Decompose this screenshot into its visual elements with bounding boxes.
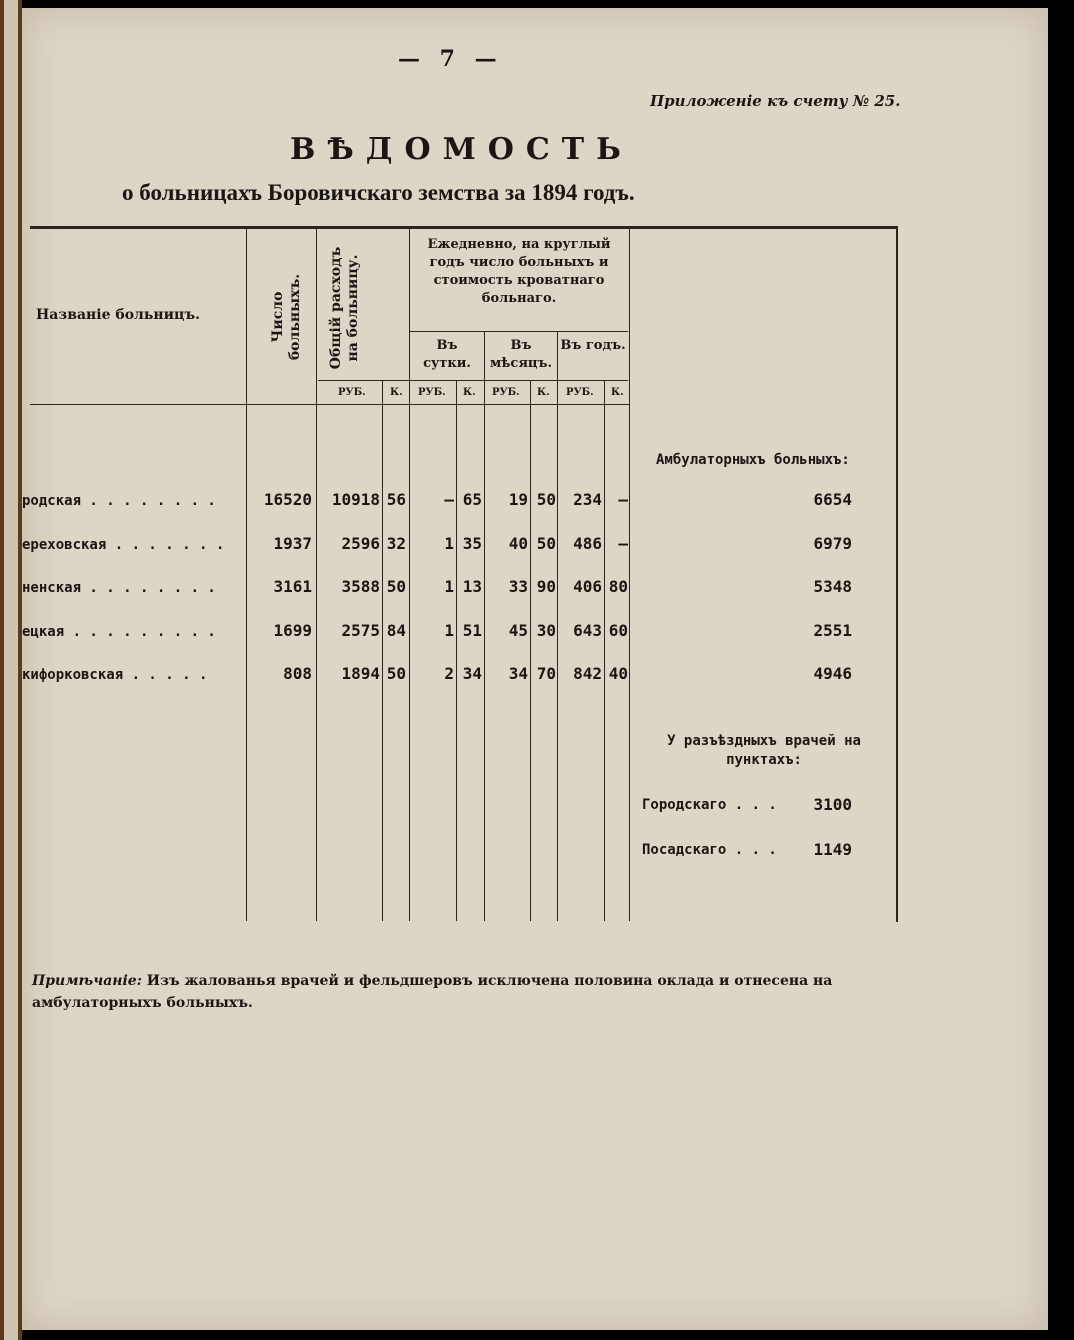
page-title: ВѢДОМОСТЬ bbox=[290, 132, 633, 167]
unit-kop: К. bbox=[390, 387, 403, 398]
row-cell-yr-k: 80 bbox=[608, 577, 628, 596]
row-cell-amb: 6654 bbox=[813, 490, 852, 509]
row-cell-mon-k: 70 bbox=[536, 664, 556, 683]
row-cell-mon-r: 19 bbox=[508, 490, 528, 509]
row-cell-patients: 16520 bbox=[263, 490, 312, 509]
row-cell-exp-k: 50 bbox=[386, 577, 406, 596]
units-top-rule bbox=[318, 380, 628, 381]
row-cell-day-r: 1 bbox=[444, 533, 454, 553]
row-cell-exp-k: 50 bbox=[386, 664, 406, 683]
row-cell-exp-r: 2596 bbox=[341, 533, 380, 553]
row-cell-patients: 3161 bbox=[273, 577, 312, 596]
row-cell-amb: 5348 bbox=[813, 577, 852, 596]
travelling-item-name: Городскаго . . . bbox=[642, 797, 777, 813]
col-divider bbox=[604, 380, 605, 921]
unit-rub: РУБ. bbox=[418, 387, 446, 398]
row-cell-day-k: 35 bbox=[462, 533, 482, 553]
header-bottom-rule bbox=[30, 404, 630, 405]
table-top-rule bbox=[30, 226, 896, 229]
row-hospital-name: кифорковская . . . . . bbox=[22, 667, 208, 683]
page-number: — 7 — bbox=[398, 46, 503, 72]
row-cell-mon-k: 50 bbox=[536, 533, 556, 553]
unit-rub: РУБ. bbox=[338, 387, 366, 398]
header-name: Названіе больницъ. bbox=[36, 307, 201, 323]
header-total-expense: Общій расходъ на больницу. bbox=[328, 246, 361, 370]
unit-rub: РУБ. bbox=[566, 387, 594, 398]
row-cell-exp-k: 56 bbox=[386, 490, 406, 509]
row-cell-yr-r: 643 bbox=[573, 620, 602, 640]
header-patients: Число больныхъ. bbox=[270, 273, 303, 361]
table-right-border bbox=[896, 226, 898, 922]
unit-kop: К. bbox=[463, 387, 476, 398]
row-cell-patients: 1937 bbox=[273, 533, 312, 553]
appendix-label: Приложеніе къ счету № 25. bbox=[650, 92, 901, 110]
unit-rub: РУБ. bbox=[492, 387, 520, 398]
row-cell-yr-k: 40 bbox=[608, 664, 628, 683]
col-divider bbox=[382, 380, 383, 921]
row-cell-yr-k: — bbox=[618, 533, 628, 553]
row-cell-yr-r: 234 bbox=[573, 490, 602, 509]
row-cell-exp-r: 10918 bbox=[331, 490, 380, 509]
col-divider bbox=[557, 331, 558, 921]
row-cell-yr-r: 842 bbox=[573, 664, 602, 683]
page-subtitle: о больницахъ Боровичскаго земства за 1894 годъ. bbox=[122, 180, 635, 205]
row-cell-day-k: 51 bbox=[462, 620, 482, 640]
travelling-item-value: 3100 bbox=[813, 795, 852, 814]
row-cell-yr-r: 486 bbox=[573, 533, 602, 553]
travelling-item-value: 1149 bbox=[813, 840, 852, 859]
travelling-item-name: Посадскаго . . . bbox=[642, 842, 777, 858]
daily-header-rule bbox=[410, 331, 628, 332]
row-cell-patients: 1699 bbox=[273, 620, 312, 640]
row-cell-mon-r: 34 bbox=[508, 664, 528, 683]
row-cell-yr-k: 60 bbox=[608, 620, 628, 640]
footnote-label: Примѣчаніе: bbox=[32, 973, 142, 989]
row-cell-day-r: 1 bbox=[444, 620, 454, 640]
row-hospital-name: ненская . . . . . . . . bbox=[22, 580, 216, 596]
row-cell-mon-r: 33 bbox=[508, 577, 528, 596]
row-cell-yr-r: 406 bbox=[573, 577, 602, 596]
row-cell-mon-r: 45 bbox=[508, 620, 528, 640]
row-cell-amb: 2551 bbox=[813, 620, 852, 640]
unit-kop: К. bbox=[537, 387, 550, 398]
row-cell-day-k: 65 bbox=[462, 490, 482, 509]
row-cell-exp-r: 3588 bbox=[341, 577, 380, 596]
row-hospital-name: ереховская . . . . . . . bbox=[22, 536, 225, 553]
col-divider bbox=[246, 229, 247, 921]
row-cell-mon-r: 40 bbox=[508, 533, 528, 553]
row-cell-exp-k: 84 bbox=[386, 620, 406, 640]
row-cell-mon-k: 30 bbox=[536, 620, 556, 640]
row-cell-amb: 4946 bbox=[813, 664, 852, 683]
row-cell-yr-k: — bbox=[618, 490, 628, 509]
col-divider bbox=[409, 229, 410, 921]
row-cell-exp-k: 32 bbox=[386, 533, 406, 553]
row-cell-day-r: 2 bbox=[444, 664, 454, 683]
row-cell-day-r: — bbox=[444, 490, 454, 509]
col-divider bbox=[530, 380, 531, 921]
header-daily: Ежедневно, на круглый годъ число больныхъ и стоимость кроватнаго больнаго. bbox=[427, 237, 611, 306]
row-cell-exp-r: 1894 bbox=[341, 664, 380, 683]
row-cell-amb: 6979 bbox=[813, 533, 852, 553]
header-ambulatory: Амбулаторныхъ больныхъ: bbox=[656, 452, 850, 468]
col-divider bbox=[629, 229, 630, 921]
footnote-text: Изъ жалованья врачей и фельдшеровъ исключена половина оклада и отнесена на амбулаторныхъ больныхъ. bbox=[32, 973, 833, 1011]
book-spine bbox=[0, 0, 22, 1340]
row-cell-patients: 808 bbox=[283, 664, 312, 683]
previous-page-edge bbox=[4, 0, 18, 1340]
header-per-day: Въ сутки. bbox=[423, 338, 471, 371]
col-divider bbox=[456, 380, 457, 921]
header-per-year: Въ годъ. bbox=[560, 338, 626, 353]
row-cell-day-k: 13 bbox=[462, 577, 482, 596]
row-cell-exp-r: 2575 bbox=[341, 620, 380, 640]
header-per-month: Въ мѣсяцъ. bbox=[489, 338, 553, 371]
row-cell-day-r: 1 bbox=[444, 577, 454, 596]
row-cell-mon-k: 90 bbox=[536, 577, 556, 596]
unit-kop: К. bbox=[611, 387, 624, 398]
row-cell-day-k: 34 bbox=[462, 664, 482, 683]
row-hospital-name: ецкая . . . . . . . . . bbox=[22, 623, 216, 640]
footnote bbox=[32, 970, 912, 1014]
travelling-label: У разъѣздныхъ врачей на пунктахъ: bbox=[667, 733, 861, 768]
col-divider bbox=[484, 331, 485, 921]
row-hospital-name: родская . . . . . . . . bbox=[22, 493, 216, 509]
col-divider bbox=[316, 229, 317, 921]
row-cell-mon-k: 50 bbox=[536, 490, 556, 509]
